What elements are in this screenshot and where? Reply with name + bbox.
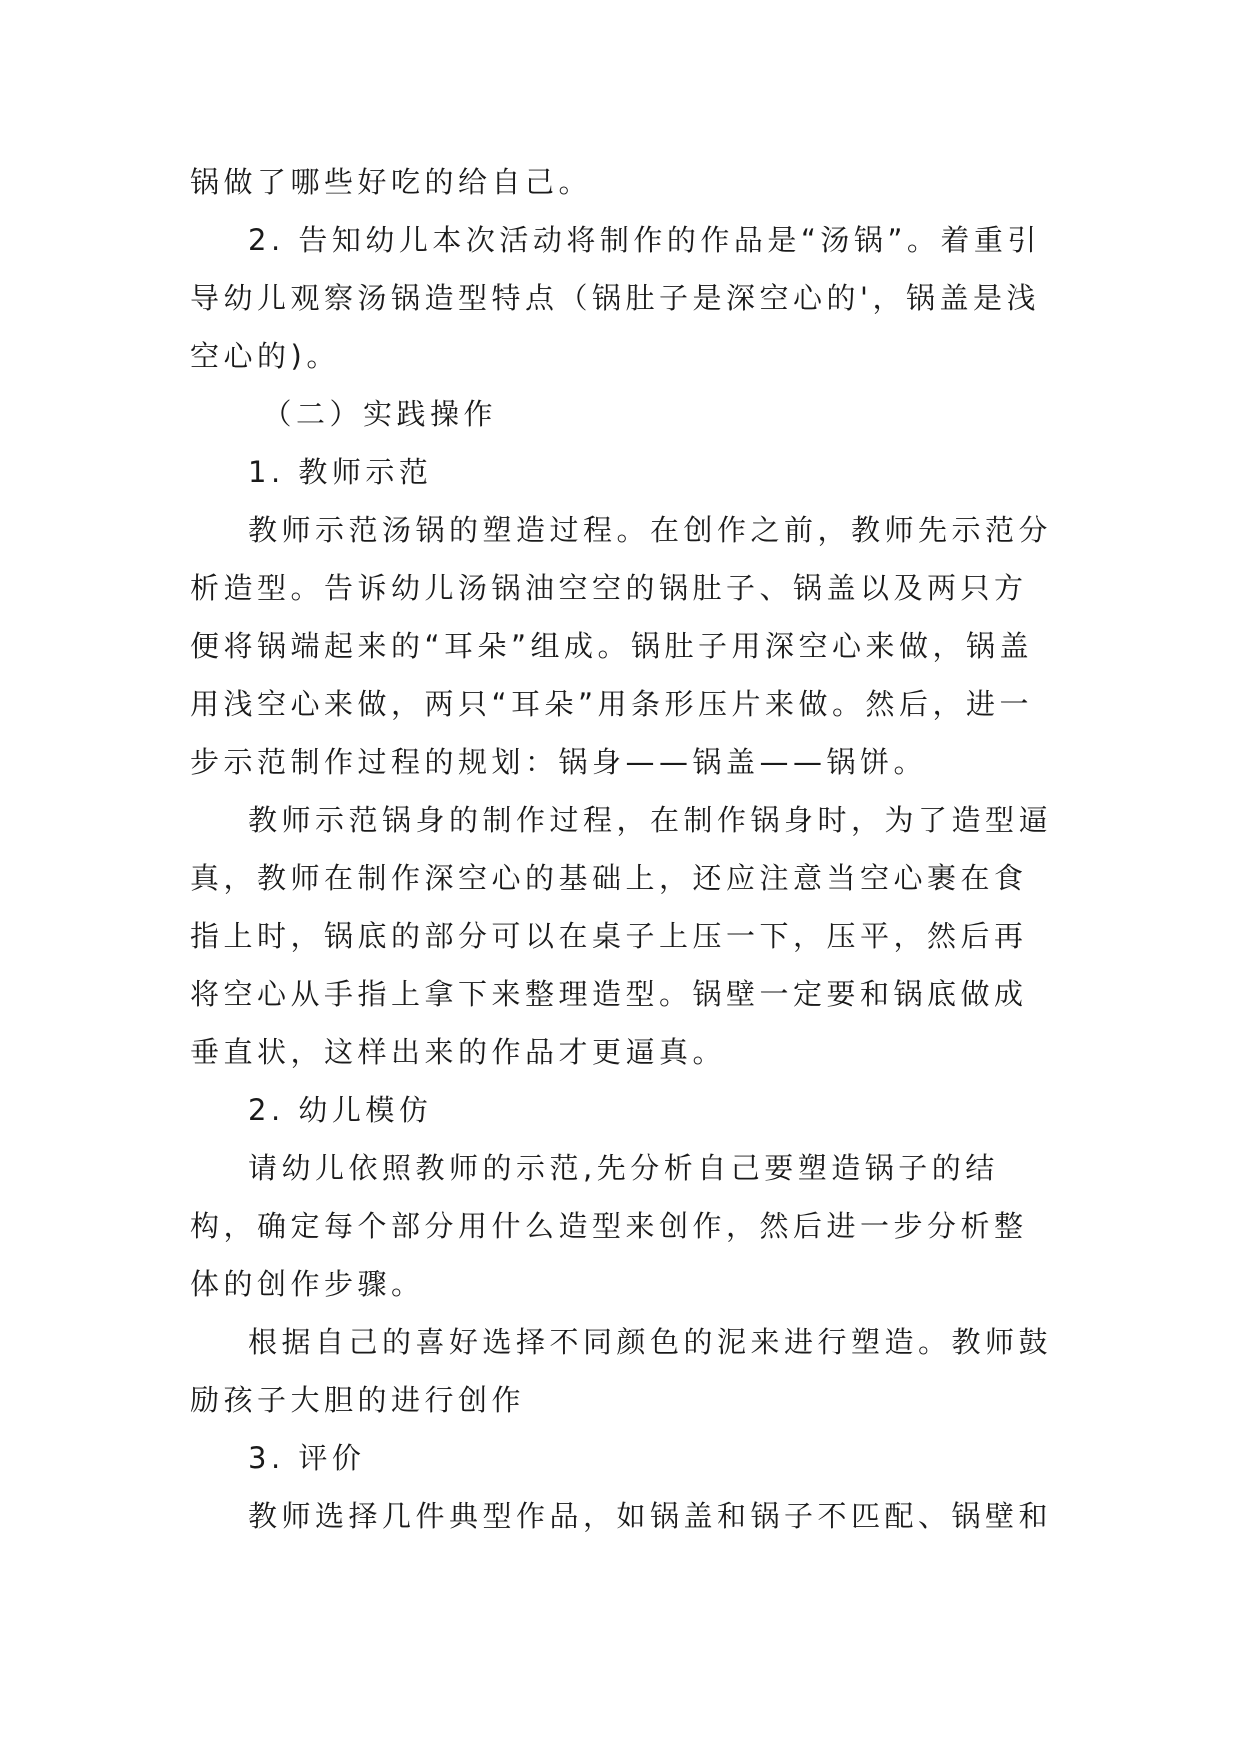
paragraph-continuation: 锅做了哪些好吃的给自己。 <box>190 165 593 199</box>
document-page <box>190 153 1052 1545</box>
paragraph-demo-process: 教师示范汤锅的塑造过程。在创作之前，教师先示范分析造型。告诉幼儿汤锅油空空的锅肚子、锅盖以及两只方便将锅端起来的“耳朵”组成。锅肚子用深空心来做，锅盖用浅空心来做，两只“耳朵”用条形压片来做。然后，进一步示范制作过程的规划：锅身——锅盖——锅饼。 <box>190 513 1053 779</box>
paragraph-demo-body: 教师示范锅身的制作过程，在制作锅身时，为了造型逼真，教师在制作深空心的基础上，还应注意当空心裹在食指上时，锅底的部分可以在桌子上压一下，压平，然后再将空心从手指上拿下来整理造型。锅壁一定要和锅底做成垂直状，这样出来的作品才更逼真。 <box>190 803 1053 1069</box>
paragraph-intro-soup-pot: 2. 告知幼儿本次活动将制作的作品是“汤锅”。着重引导幼儿观察汤锅造型特点（锅肚子是深空心的'，锅盖是浅空心的)。 <box>190 223 1041 373</box>
subheading-child-imitation: 2. 幼儿模仿 <box>248 1093 433 1127</box>
paragraph-color-choice: 根据自己的喜好选择不同颜色的泥来进行塑造。教师鼓励孩子大胆的进行创作 <box>190 1325 1053 1417</box>
subheading-evaluation: 3. 评价 <box>248 1441 366 1475</box>
paragraph-evaluation: 教师选择几件典型作品，如锅盖和锅子不匹配、锅壁和 <box>248 1499 1053 1533</box>
section-heading-practice: （二）实践操作 <box>262 397 498 431</box>
paragraph-imitation-analysis: 请幼儿依照教师的示范,先分析自己要塑造锅子的结构，确定每个部分用什么造型来创作，然后进一步分析整体的创作步骤。 <box>190 1151 1028 1301</box>
subheading-teacher-demo: 1. 教师示范 <box>248 455 433 489</box>
